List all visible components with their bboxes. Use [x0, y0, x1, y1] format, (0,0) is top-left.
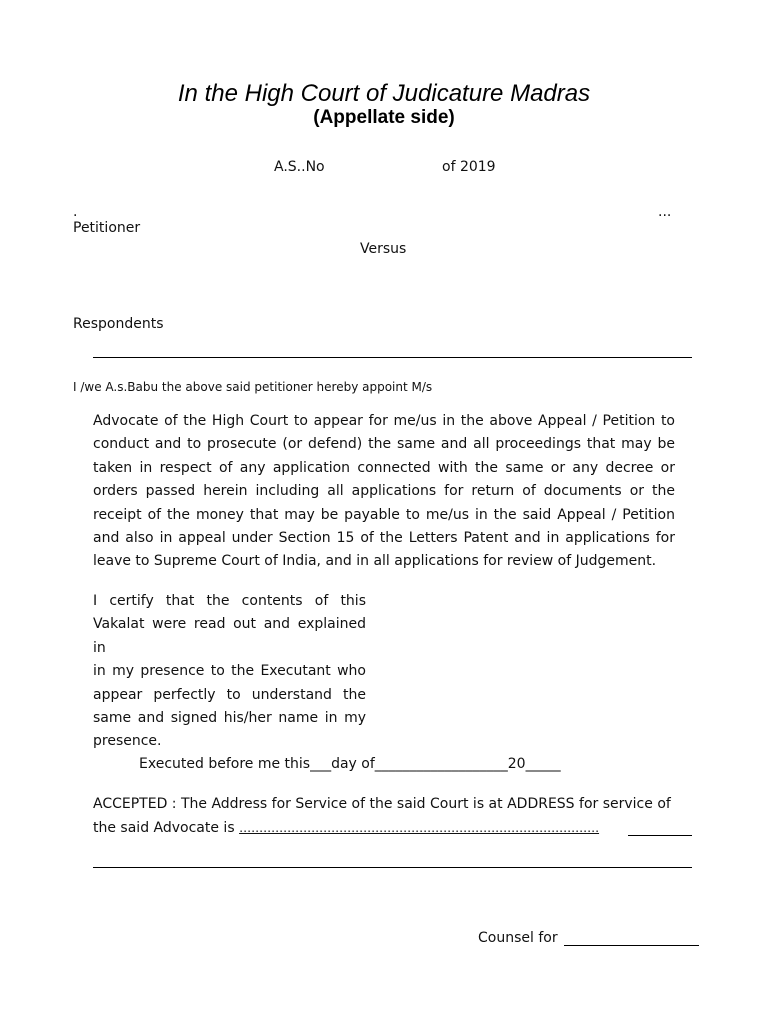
petitioner-ellipsis: ...: [658, 204, 672, 220]
respondents-label: Respondents: [73, 316, 164, 332]
counsel-underline: [564, 945, 699, 946]
certificate-line-2: in my presence to the Executant who appear perfectly to understand the same and signed his/her name in my presence.: [93, 663, 366, 750]
certificate-block: [93, 590, 366, 754]
petitioner-dot: .: [73, 204, 78, 220]
court-title: In the High Court of Judicature Madras: [177, 80, 591, 107]
petitioner-label: Petitioner: [73, 220, 141, 236]
acceptance-underline-end: [628, 835, 692, 836]
separator-line: [93, 357, 692, 358]
case-year-label: of 2019: [442, 159, 496, 175]
acceptance-line-2: [93, 820, 692, 836]
appointment-line: I /we A.s.Babu the above said petitioner hereby appoint M/s: [73, 380, 433, 394]
counsel-label: Counsel for: [478, 930, 558, 946]
acceptance-line-1: ACCEPTED : The Address for Service of the said Court is at ADDRESS for service of: [93, 796, 671, 812]
court-subtitle: (Appellate side): [313, 107, 455, 128]
certificate-line-1: I certify that the contents of this Vakalat were read out and explained in: [93, 593, 366, 656]
vakalat-body-paragraph: Advocate of the High Court to appear for me/us in the above Appeal / Petition to conduct and to prosecute (or defend) the same and all proceedings that may be taken in respect of any application connected with the same or any decree or orders passed herein including all applications for return of documents or the receipt of the money that may be payable to me/us in the said Appeal / Petition and also in appeal under Section 15 of the Letters Patent and in applications for leave to Supreme Court of India, and in all applications for review of Judgement.: [93, 413, 675, 570]
case-number-label: A.S..No: [274, 159, 325, 175]
acceptance-advocate-prefix: the said Advocate is: [93, 820, 240, 836]
acceptance-address-fill: ………………………………………………………………………………: [239, 821, 600, 835]
signature-line: [93, 867, 692, 868]
execution-line: Executed before me this___day of___________________20_____: [139, 756, 561, 772]
versus-label: Versus: [360, 241, 407, 257]
